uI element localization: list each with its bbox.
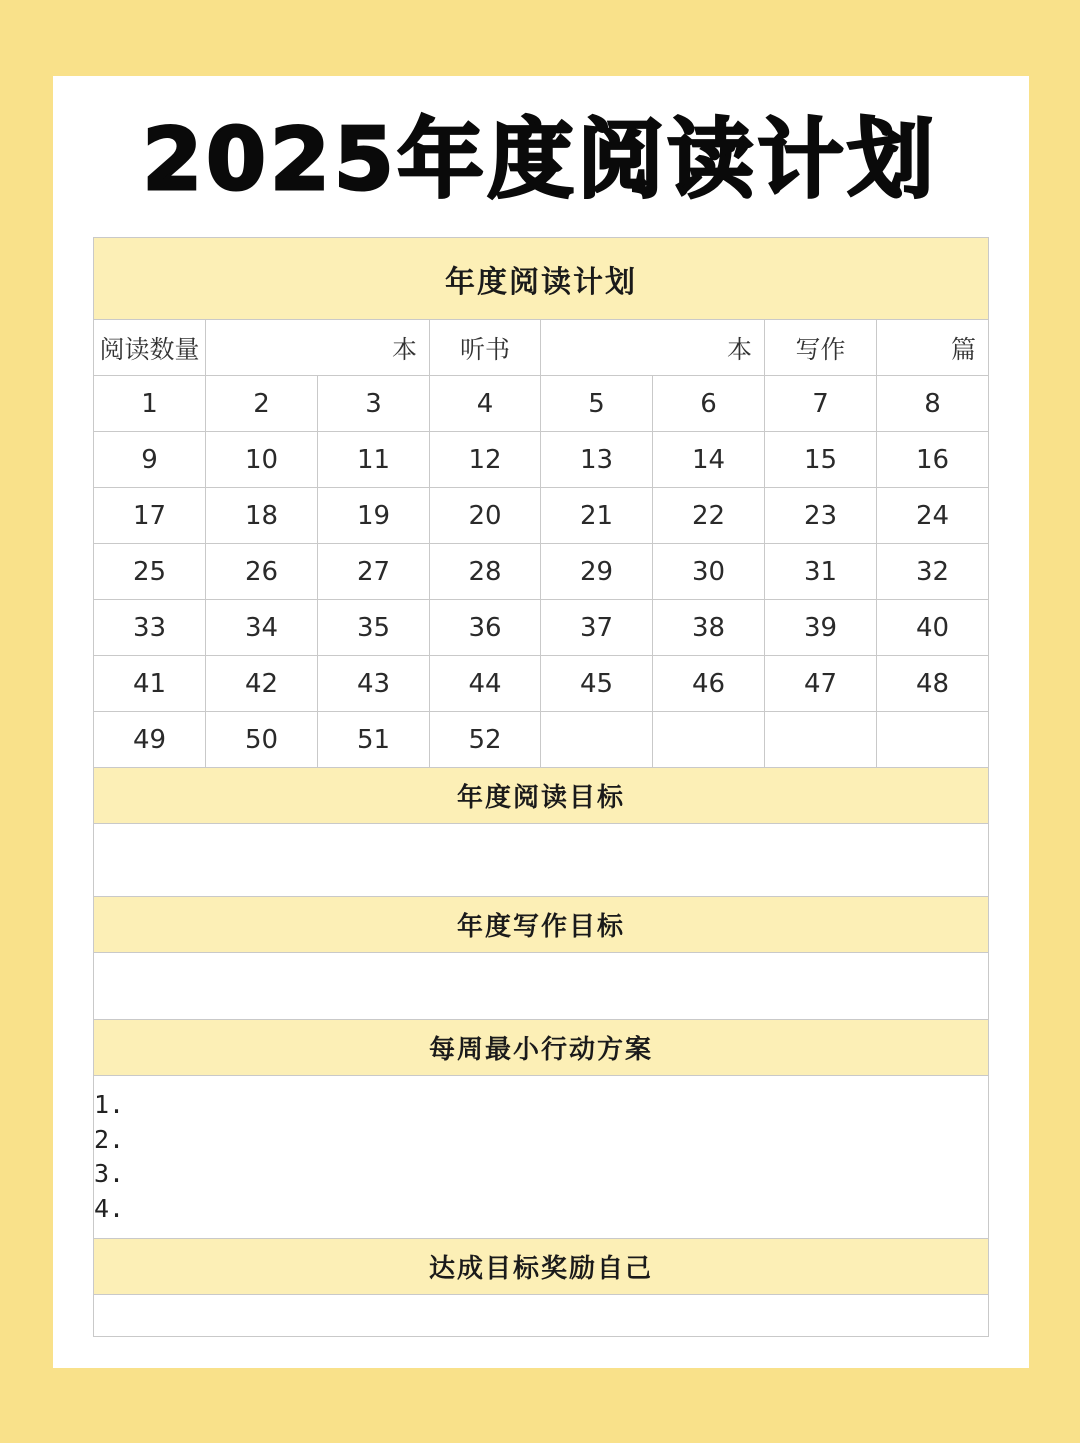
week-cell[interactable] (877, 712, 989, 768)
week-cell[interactable]: 35 (318, 600, 430, 656)
week-cell[interactable]: 24 (877, 488, 989, 544)
week-cell[interactable]: 49 (94, 712, 206, 768)
number-row (94, 544, 989, 600)
number-row (94, 488, 989, 544)
week-cell[interactable]: 39 (765, 600, 877, 656)
week-cell[interactable]: 13 (541, 432, 653, 488)
week-cell[interactable]: 36 (430, 600, 541, 656)
weekly-item: 2. (94, 1124, 125, 1154)
week-cell[interactable]: 29 (541, 544, 653, 600)
week-cell[interactable]: 19 (318, 488, 430, 544)
week-cell[interactable]: 46 (653, 656, 765, 712)
reward-field[interactable] (94, 1295, 989, 1337)
writing-field[interactable]: 篇 (877, 320, 989, 376)
number-row (94, 600, 989, 656)
weekly-plan-header: 每周最小行动方案 (94, 1020, 989, 1076)
week-cell[interactable]: 28 (430, 544, 541, 600)
week-cell[interactable]: 40 (877, 600, 989, 656)
week-cell[interactable]: 16 (877, 432, 989, 488)
number-row (94, 376, 989, 432)
week-cell[interactable]: 47 (765, 656, 877, 712)
week-cell[interactable]: 15 (765, 432, 877, 488)
week-cell[interactable]: 7 (765, 376, 877, 432)
week-cell[interactable]: 4 (430, 376, 541, 432)
weekly-plan-field[interactable] (94, 1076, 989, 1239)
week-cell[interactable]: 3 (318, 376, 430, 432)
week-cell[interactable]: 51 (318, 712, 430, 768)
week-cell[interactable]: 50 (206, 712, 318, 768)
week-cell[interactable]: 22 (653, 488, 765, 544)
number-row (94, 432, 989, 488)
week-cell[interactable]: 14 (653, 432, 765, 488)
writing-label: 写作 (765, 320, 877, 376)
week-cell[interactable]: 37 (541, 600, 653, 656)
week-cell[interactable]: 44 (430, 656, 541, 712)
table-header: 年度阅读计划 (94, 238, 989, 320)
week-cell[interactable]: 17 (94, 488, 206, 544)
week-cell[interactable]: 1 (94, 376, 206, 432)
week-cell[interactable]: 11 (318, 432, 430, 488)
week-cell[interactable]: 43 (318, 656, 430, 712)
week-cell[interactable]: 42 (206, 656, 318, 712)
week-cell[interactable]: 41 (94, 656, 206, 712)
writing-goal-header: 年度写作目标 (94, 897, 989, 953)
page-title: 2025年度阅读计划 (142, 110, 938, 210)
week-cell[interactable]: 18 (206, 488, 318, 544)
reading-count-label: 阅读数量 (94, 320, 206, 376)
week-cell[interactable]: 20 (430, 488, 541, 544)
weekly-item: 1. (94, 1090, 125, 1119)
reward-header: 达成目标奖励自己 (94, 1239, 989, 1295)
audiobook-field[interactable]: 本 (541, 320, 765, 376)
week-cell[interactable]: 26 (206, 544, 318, 600)
week-cell[interactable]: 12 (430, 432, 541, 488)
week-cell[interactable]: 9 (94, 432, 206, 488)
week-cell[interactable] (541, 712, 653, 768)
audiobook-label: 听书 (430, 320, 541, 376)
reading-goal-header: 年度阅读目标 (94, 768, 989, 824)
week-cell[interactable]: 23 (765, 488, 877, 544)
week-cell[interactable]: 30 (653, 544, 765, 600)
writing-goal-field[interactable] (94, 953, 989, 1020)
week-cell[interactable] (765, 712, 877, 768)
week-cell[interactable]: 33 (94, 600, 206, 656)
week-cell[interactable]: 45 (541, 656, 653, 712)
weekly-item: 4. (94, 1193, 125, 1223)
week-cell[interactable]: 6 (653, 376, 765, 432)
week-cell[interactable]: 32 (877, 544, 989, 600)
number-row (94, 712, 989, 768)
week-cell[interactable]: 52 (430, 712, 541, 768)
week-cell[interactable]: 5 (541, 376, 653, 432)
week-cell[interactable]: 31 (765, 544, 877, 600)
week-cell[interactable]: 48 (877, 656, 989, 712)
week-cell[interactable]: 27 (318, 544, 430, 600)
week-cell[interactable]: 34 (206, 600, 318, 656)
week-cell[interactable] (653, 712, 765, 768)
week-cell[interactable]: 38 (653, 600, 765, 656)
reading-count-field[interactable]: 本 (206, 320, 430, 376)
weekly-item: 3. (94, 1159, 125, 1188)
week-cell[interactable]: 25 (94, 544, 206, 600)
reading-goal-field[interactable] (94, 824, 989, 897)
week-cell[interactable]: 21 (541, 488, 653, 544)
week-cell[interactable]: 10 (206, 432, 318, 488)
week-cell[interactable]: 2 (206, 376, 318, 432)
reading-plan-table (93, 237, 989, 1337)
number-row (94, 656, 989, 712)
week-cell[interactable]: 8 (877, 376, 989, 432)
summary-row (94, 320, 989, 376)
